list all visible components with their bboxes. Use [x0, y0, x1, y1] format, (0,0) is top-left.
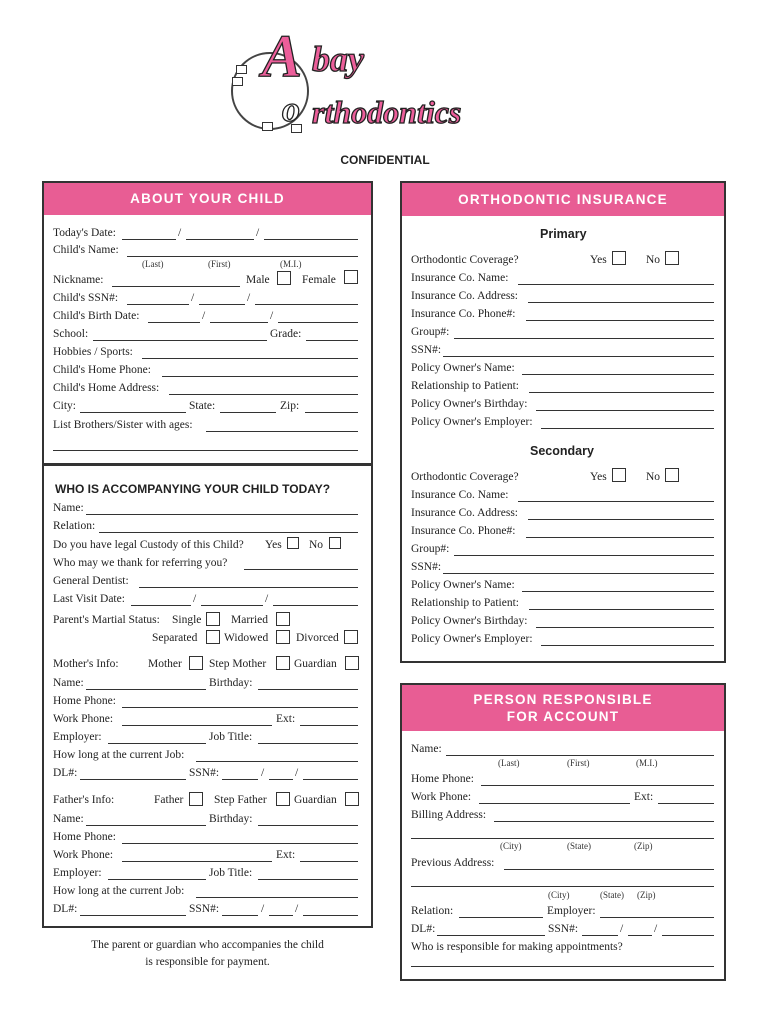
father-employer-field[interactable]: [108, 879, 206, 880]
step-mother-label: Step Mother: [209, 658, 267, 670]
r-ext-label: Ext:: [634, 791, 654, 803]
male-label: Male: [246, 274, 270, 286]
widowed-label: Widowed: [224, 632, 269, 644]
father-ssn-field-3[interactable]: [303, 915, 358, 916]
accompanying-header: WHO IS ACCOMPANYING YOUR CHILD TODAY?: [55, 482, 331, 496]
mother-job-title-label: Job Title:: [209, 731, 253, 743]
child-ssn-field-2[interactable]: [199, 304, 245, 305]
logo-word-bay: bay: [312, 39, 364, 79]
r-prev-caption-state: (State): [600, 890, 624, 900]
r-relation-label: Relation:: [411, 905, 454, 917]
r-home-phone-field[interactable]: [481, 785, 714, 786]
r-ssn-slash: /: [620, 923, 624, 935]
home-phone-field[interactable]: [162, 376, 358, 377]
mother-job-title-field[interactable]: [258, 743, 358, 744]
last-visit-day-field[interactable]: [201, 605, 263, 606]
last-visit-year-field[interactable]: [273, 605, 358, 606]
s-owner-employer-label: Policy Owner's Employer:: [411, 633, 533, 645]
step-father-checkbox[interactable]: [276, 792, 290, 806]
mother-dl-label: DL#:: [53, 767, 78, 779]
visit-slash: /: [265, 593, 269, 605]
r-previous-label: Previous Address:: [411, 857, 495, 869]
todays-date-year-field[interactable]: [264, 239, 358, 240]
mother-name-label: Name:: [53, 677, 84, 689]
p-ssn-field[interactable]: [443, 356, 714, 357]
mother-ssn-field-1[interactable]: [222, 779, 258, 780]
s-ssn-label: SSN#:: [411, 561, 442, 573]
r-billing-field-2[interactable]: [411, 838, 714, 839]
father-work-phone-label: Work Phone:: [53, 849, 114, 861]
mother-ssn-field-3[interactable]: [303, 779, 358, 780]
logo-bracket-icon: [236, 65, 247, 74]
logo-letter-o: o: [282, 89, 300, 129]
father-home-phone-field[interactable]: [122, 843, 358, 844]
r-caption-last: (Last): [498, 758, 520, 768]
birth-slash: /: [270, 310, 274, 322]
mother-guardian-checkbox[interactable]: [345, 656, 359, 670]
city-field[interactable]: [80, 412, 186, 413]
father-ssn-slash: /: [295, 903, 299, 915]
mother-work-phone-field[interactable]: [122, 725, 272, 726]
s-owner-employer-field[interactable]: [541, 645, 714, 646]
widowed-checkbox[interactable]: [276, 630, 290, 644]
school-field[interactable]: [93, 340, 267, 341]
father-ssn-field-2[interactable]: [269, 915, 293, 916]
state-field[interactable]: [220, 412, 276, 413]
mother-work-phone-label: Work Phone:: [53, 713, 114, 725]
r-caption-city: (City): [500, 841, 522, 851]
s-coverage-no-checkbox[interactable]: [665, 468, 679, 482]
p-co-address-field[interactable]: [528, 302, 714, 303]
siblings-field-2[interactable]: [53, 450, 358, 451]
logo-bracket-icon: [232, 77, 243, 86]
birth-date-day-field[interactable]: [210, 322, 268, 323]
father-birthday-field[interactable]: [258, 825, 358, 826]
r-dl-field[interactable]: [437, 935, 545, 936]
custody-no-label: No: [309, 539, 324, 551]
father-ext-field[interactable]: [300, 861, 358, 862]
s-co-address-field[interactable]: [528, 519, 714, 520]
logo-bracket-icon: [262, 122, 273, 131]
primary-heading: Primary: [540, 227, 587, 241]
childs-name-label: Child's Name:: [53, 244, 119, 256]
s-owner-name-label: Policy Owner's Name:: [411, 579, 515, 591]
p-group-field[interactable]: [454, 338, 714, 339]
r-previous-field-2[interactable]: [411, 886, 714, 887]
r-name-label: Name:: [411, 743, 442, 755]
r-home-phone-label: Home Phone:: [411, 773, 474, 785]
birth-date-label: Child's Birth Date:: [53, 310, 140, 322]
r-employer-label: Employer:: [547, 905, 596, 917]
r-billing-field-1[interactable]: [494, 821, 714, 822]
confidential-label: CONFIDENTIAL: [340, 153, 430, 167]
ssn-slash: /: [191, 292, 195, 304]
mother-ext-label: Ext:: [276, 713, 296, 725]
siblings-field-1[interactable]: [206, 431, 358, 432]
mother-dl-field[interactable]: [80, 779, 186, 780]
date-slash: /: [256, 227, 260, 239]
single-checkbox[interactable]: [206, 612, 220, 626]
marital-label: Parent's Martial Status:: [53, 614, 160, 626]
todays-date-label: Today's Date:: [53, 227, 116, 239]
father-ext-label: Ext:: [276, 849, 296, 861]
siblings-label: List Brothers/Sister with ages:: [53, 419, 193, 431]
s-yes-label: Yes: [590, 471, 607, 483]
father-work-phone-field[interactable]: [122, 861, 272, 862]
fathers-info-label: Father's Info:: [53, 794, 115, 806]
r-dl-label: DL#:: [411, 923, 436, 935]
father-job-title-label: Job Title:: [209, 867, 253, 879]
home-phone-label: Child's Home Phone:: [53, 364, 151, 376]
r-appointments-field[interactable]: [411, 966, 714, 967]
mother-how-long-field[interactable]: [196, 761, 358, 762]
mother-ssn-label: SSN#:: [189, 767, 220, 779]
s-relationship-field[interactable]: [529, 609, 714, 610]
father-employer-label: Employer:: [53, 867, 102, 879]
r-ssn-slash: /: [654, 923, 658, 935]
last-visit-month-field[interactable]: [131, 605, 191, 606]
payment-note-line-1: The parent or guardian who accompanies the child: [91, 939, 324, 951]
mother-how-long-label: How long at the current Job:: [53, 749, 185, 761]
r-relation-field[interactable]: [459, 917, 543, 918]
custody-yes-checkbox[interactable]: [287, 537, 299, 549]
father-guardian-label: Guardian: [294, 794, 337, 806]
father-job-title-field[interactable]: [258, 879, 358, 880]
s-owner-birthday-field[interactable]: [536, 627, 714, 628]
divorced-label: Divorced: [296, 632, 339, 644]
separated-label: Separated: [152, 632, 198, 644]
step-father-label: Step Father: [214, 794, 267, 806]
father-checkbox[interactable]: [189, 792, 203, 806]
referring-field[interactable]: [244, 569, 358, 570]
birth-slash: /: [202, 310, 206, 322]
r-employer-field[interactable]: [600, 917, 714, 918]
p-owner-name-label: Policy Owner's Name:: [411, 362, 515, 374]
ssn-slash: /: [247, 292, 251, 304]
p-coverage-yes-checkbox[interactable]: [612, 251, 626, 265]
hobbies-field[interactable]: [142, 358, 358, 359]
p-relationship-label: Relationship to Patient:: [411, 380, 519, 392]
logo-word-rthodontics: rthodontics: [312, 94, 462, 130]
s-group-label: Group#:: [411, 543, 450, 555]
visit-slash: /: [193, 593, 197, 605]
p-coverage-no-checkbox[interactable]: [665, 251, 679, 265]
r-caption-first: (First): [567, 758, 590, 768]
r-previous-field-1[interactable]: [504, 869, 714, 870]
dentist-label: General Dentist:: [53, 575, 129, 587]
s-ssn-field[interactable]: [443, 573, 714, 574]
female-checkbox[interactable]: [344, 270, 358, 284]
school-label: School:: [53, 328, 89, 340]
father-birthday-label: Birthday:: [209, 813, 253, 825]
caption-last: (Last): [142, 259, 164, 269]
r-work-phone-label: Work Phone:: [411, 791, 472, 803]
caption-first: (First): [208, 259, 231, 269]
birth-date-month-field[interactable]: [148, 322, 200, 323]
r-ssn-field-2[interactable]: [628, 935, 652, 936]
dentist-field[interactable]: [139, 587, 358, 588]
birth-date-year-field[interactable]: [278, 322, 358, 323]
r-prev-caption-zip: (Zip): [637, 890, 656, 900]
hobbies-label: Hobbies / Sports:: [53, 346, 133, 358]
acc-name-label: Name:: [53, 502, 84, 514]
city-label: City:: [53, 400, 77, 412]
custody-yes-label: Yes: [265, 539, 282, 551]
father-guardian-checkbox[interactable]: [345, 792, 359, 806]
s-coverage-label: Orthodontic Coverage?: [411, 471, 519, 483]
p-owner-name-field[interactable]: [522, 374, 714, 375]
responsible-header-line-2: FOR ACCOUNT: [506, 709, 620, 724]
father-name-label: Name:: [53, 813, 84, 825]
p-co-phone-label: Insurance Co. Phone#:: [411, 308, 516, 320]
responsible-header-line-1: PERSON RESPONSIBLE: [473, 692, 653, 707]
father-ssn-slash: /: [261, 903, 265, 915]
mother-birthday-label: Birthday:: [209, 677, 253, 689]
step-mother-checkbox[interactable]: [276, 656, 290, 670]
child-ssn-field-1[interactable]: [127, 304, 189, 305]
mother-ssn-slash: /: [261, 767, 265, 779]
about-child-header: ABOUT YOUR CHILD: [44, 183, 371, 215]
mothers-info-label: Mother's Info:: [53, 658, 119, 670]
p-co-name-label: Insurance Co. Name:: [411, 272, 509, 284]
mother-label: Mother: [148, 658, 182, 670]
p-relationship-field[interactable]: [529, 392, 714, 393]
zip-label: Zip:: [280, 400, 300, 412]
p-owner-employer-field[interactable]: [541, 428, 714, 429]
mother-guardian-label: Guardian: [294, 658, 337, 670]
p-owner-birthday-field[interactable]: [536, 410, 714, 411]
acc-relation-field[interactable]: [99, 532, 358, 533]
s-co-phone-field[interactable]: [526, 537, 714, 538]
nickname-field[interactable]: [112, 286, 240, 287]
p-no-label: No: [646, 254, 661, 266]
mother-employer-label: Employer:: [53, 731, 102, 743]
mother-home-phone-field[interactable]: [122, 707, 358, 708]
p-owner-birthday-label: Policy Owner's Birthday:: [411, 398, 528, 410]
child-ssn-field-3[interactable]: [255, 304, 358, 305]
home-address-field[interactable]: [169, 394, 358, 395]
mother-employer-field[interactable]: [108, 743, 206, 744]
married-label: Married: [231, 614, 269, 626]
responsible-header: [402, 685, 724, 731]
married-checkbox[interactable]: [276, 612, 290, 626]
todays-date-day-field[interactable]: [186, 239, 254, 240]
mother-name-field[interactable]: [86, 689, 206, 690]
mother-birthday-field[interactable]: [258, 689, 358, 690]
grade-label: Grade:: [270, 328, 302, 340]
mother-ext-field[interactable]: [300, 725, 358, 726]
p-coverage-label: Orthodontic Coverage?: [411, 254, 519, 266]
grade-field[interactable]: [306, 340, 358, 341]
father-label: Father: [154, 794, 184, 806]
r-caption-state: (State): [567, 841, 591, 851]
father-dl-field[interactable]: [80, 915, 186, 916]
state-label: State:: [189, 400, 216, 412]
r-ssn-label: SSN#:: [548, 923, 579, 935]
mother-ssn-slash: /: [295, 767, 299, 779]
r-ssn-field-1[interactable]: [582, 935, 618, 936]
p-co-address-label: Insurance Co. Address:: [411, 290, 518, 302]
last-visit-label: Last Visit Date:: [53, 593, 125, 605]
s-owner-birthday-label: Policy Owner's Birthday:: [411, 615, 528, 627]
r-ssn-field-3[interactable]: [662, 935, 714, 936]
date-slash: /: [178, 227, 182, 239]
logo-letter-a: A: [262, 23, 303, 89]
custody-no-checkbox[interactable]: [329, 537, 341, 549]
s-owner-name-field[interactable]: [522, 591, 714, 592]
todays-date-month-field[interactable]: [122, 239, 176, 240]
p-owner-employer-label: Policy Owner's Employer:: [411, 416, 533, 428]
p-yes-label: Yes: [590, 254, 607, 266]
nickname-label: Nickname:: [53, 274, 104, 286]
father-ssn-label: SSN#:: [189, 903, 220, 915]
father-home-phone-label: Home Phone:: [53, 831, 116, 843]
acc-name-field[interactable]: [86, 514, 358, 515]
s-group-field[interactable]: [454, 555, 714, 556]
insurance-header: ORTHODONTIC INSURANCE: [402, 183, 724, 216]
separated-checkbox[interactable]: [206, 630, 220, 644]
r-appointments-label: Who is responsible for making appointments?: [411, 941, 623, 953]
mother-checkbox[interactable]: [189, 656, 203, 670]
s-co-name-field[interactable]: [518, 501, 714, 502]
r-caption-zip: (Zip): [634, 841, 653, 851]
s-relationship-label: Relationship to Patient:: [411, 597, 519, 609]
payment-note: [42, 939, 373, 968]
father-dl-label: DL#:: [53, 903, 78, 915]
r-billing-label: Billing Address:: [411, 809, 487, 821]
s-co-name-label: Insurance Co. Name:: [411, 489, 509, 501]
p-group-label: Group#:: [411, 326, 450, 338]
s-co-address-label: Insurance Co. Address:: [411, 507, 518, 519]
divorced-checkbox[interactable]: [344, 630, 358, 644]
father-ssn-field-1[interactable]: [222, 915, 258, 916]
r-prev-caption-city: (City): [548, 890, 570, 900]
secondary-heading: Secondary: [530, 444, 594, 458]
s-co-phone-label: Insurance Co. Phone#:: [411, 525, 516, 537]
custody-label: Do you have legal Custody of this Child?: [53, 539, 244, 551]
mother-home-phone-label: Home Phone:: [53, 695, 116, 707]
r-ext-field[interactable]: [658, 803, 714, 804]
home-address-label: Child's Home Address:: [53, 382, 160, 394]
p-ssn-label: SSN#:: [411, 344, 442, 356]
single-label: Single: [172, 614, 202, 626]
referring-label: Who may we thank for referring you?: [53, 557, 228, 569]
mother-ssn-field-2[interactable]: [269, 779, 293, 780]
female-label: Female: [302, 274, 336, 286]
childs-name-field[interactable]: [127, 256, 358, 257]
r-caption-mi: (M.I.): [636, 758, 658, 768]
payment-note-line-2: is responsible for payment.: [145, 956, 270, 968]
s-no-label: No: [646, 471, 661, 483]
p-co-name-field[interactable]: [518, 284, 714, 285]
p-co-phone-field[interactable]: [526, 320, 714, 321]
s-coverage-yes-checkbox[interactable]: [612, 468, 626, 482]
caption-mi: (M.I.): [280, 259, 302, 269]
child-ssn-label: Child's SSN#:: [53, 292, 119, 304]
father-how-long-label: How long at the current Job:: [53, 885, 185, 897]
father-name-field[interactable]: [86, 825, 206, 826]
acc-relation-label: Relation:: [53, 520, 96, 532]
male-checkbox[interactable]: [277, 271, 291, 285]
father-how-long-field[interactable]: [196, 897, 358, 898]
zip-field[interactable]: [305, 412, 358, 413]
r-name-field[interactable]: [446, 755, 714, 756]
r-work-phone-field[interactable]: [479, 803, 630, 804]
